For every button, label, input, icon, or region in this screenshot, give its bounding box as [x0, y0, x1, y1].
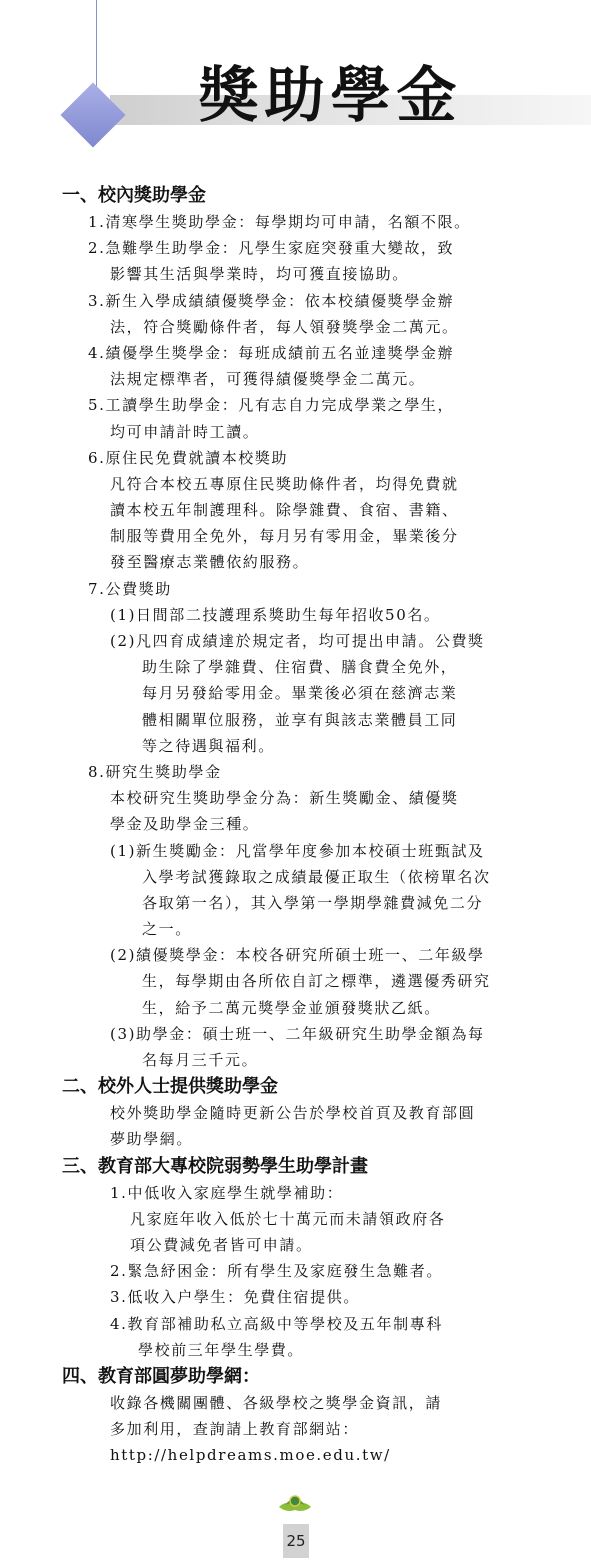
text-line: 制服等費用全免外，每月另有零用金，畢業後分: [110, 527, 459, 546]
text-line: 凡符合本校五專原住民獎助條件者，均得免費就: [110, 474, 459, 493]
text-line: 3.低收入户學生：免費住宿提供。: [110, 1288, 360, 1307]
text-line: 1.中低收入家庭學生就學補助：: [110, 1183, 344, 1202]
section-heading-1: 一、校內獎助學金: [62, 185, 206, 206]
text-line: (3)助學金：碩士班一、二年級研究生助學金額為每: [110, 1024, 485, 1043]
text-line: 生，給予二萬元獎學金並頒發獎狀乙紙。: [142, 998, 441, 1017]
text-line: 6.原住民免費就讀本校獎助: [88, 448, 289, 467]
text-line: 4.教育部補助私立高級中等學校及五年制專科: [110, 1314, 443, 1333]
text-line: 助生除了學雜費、住宿費、膳食費全免外，: [142, 658, 458, 677]
text-line: 多加利用，查詢請上教育部網站：: [110, 1420, 360, 1439]
text-line: 校外獎助學金隨時更新公告於學校首頁及教育部圓: [110, 1104, 476, 1123]
section-heading-3: 三、教育部大專校院弱勢學生助學計畫: [62, 1155, 368, 1177]
text-line: 夢助學網。: [110, 1130, 194, 1149]
text-line: 影響其生活與學業時，均可獲直接協助。: [110, 265, 409, 284]
text-line: 學校前三年學生學費。: [138, 1340, 305, 1359]
text-line: 入學考試獲錄取之成績最優正取生（依榜單名次: [142, 867, 491, 886]
text-line: 名每月三千元。: [142, 1051, 259, 1069]
text-line: 5.工讀學生助學金：凡有志自力完成學業之學生，: [88, 396, 455, 415]
text-line: 4.績優學生獎學金：每班成績前五名並達獎學金辦: [88, 343, 455, 362]
lotus-logo-icon: [275, 1492, 315, 1516]
text-line: 2.急難學生助學金：凡學生家庭突發重大變故，致: [88, 239, 455, 258]
text-line: 法，符合獎勵條件者，每人領發獎學金二萬元。: [110, 317, 459, 336]
page-number: 25: [286, 1532, 306, 1550]
page-title: 獎助學金: [198, 61, 463, 131]
text-line: 凡家庭年收入低於七十萬元而未請領政府各: [130, 1209, 446, 1228]
section-heading-2: 二、校外人士提供獎助學金: [62, 1076, 278, 1098]
text-line: 等之待遇與福利。: [142, 736, 275, 755]
text-line: (1)新生獎勵金：凡當學年度參加本校碩士班甄試及: [110, 841, 485, 860]
text-line: 本校研究生獎助學金分為：新生獎勵金、績優獎: [110, 789, 459, 808]
text-line: 生，每學期由各所依自訂之標準，遴選優秀研究: [142, 972, 491, 991]
text-line: 7.公費獎助: [88, 579, 172, 598]
text-line: 體相關單位服務，並享有與該志業體員工同: [142, 710, 458, 729]
text-line: 學金及助學金三種。: [110, 815, 260, 834]
text-line: 均可申請計時工讀。: [110, 422, 260, 441]
text-line: 讀本校五年制護理科。除學雜費、食宿、書籍、: [110, 501, 459, 520]
text-line: 項公費減免者皆可申請。: [130, 1235, 313, 1254]
text-line: 收錄各機關團體、各級學校之獎學金資訊，請: [110, 1393, 443, 1412]
text-line: (2)凡四育成績達於規定者，均可提出申請。公費獎: [110, 632, 485, 650]
text-line: (1)日間部二技護理系獎助生每年招收50名。: [110, 605, 441, 624]
text-line: 每月另發給零用金。畢業後必須在慈濟志業: [142, 684, 458, 703]
text-line: 法規定標準者，可獲得績優獎學金二萬元。: [110, 370, 426, 389]
text-line: 2.緊急紓困金：所有學生及家庭發生急難者。: [110, 1262, 443, 1281]
text-line: 發至醫療志業體依約服務。: [110, 553, 310, 572]
website-link[interactable]: http://helpdreams.moe.edu.tw/: [110, 1446, 391, 1465]
text-line: 各取第一名），其入學第一學期學雜費減免二分: [142, 893, 484, 912]
section-heading-4: 四、教育部圓夢助學網：: [62, 1365, 260, 1387]
text-line: 8.研究生獎助學金: [88, 762, 222, 781]
text-line: 1.清寒學生獎助學金：每學期均可申請，名額不限。: [88, 213, 471, 231]
text-line: 之一。: [142, 920, 192, 939]
text-line: (2)績優獎學金：本校各研究所碩士班一、二年級學: [110, 946, 485, 965]
document-body: [62, 182, 552, 1468]
text-line: 3.新生入學成績績優獎學金：依本校績優獎學金辦: [88, 291, 455, 310]
